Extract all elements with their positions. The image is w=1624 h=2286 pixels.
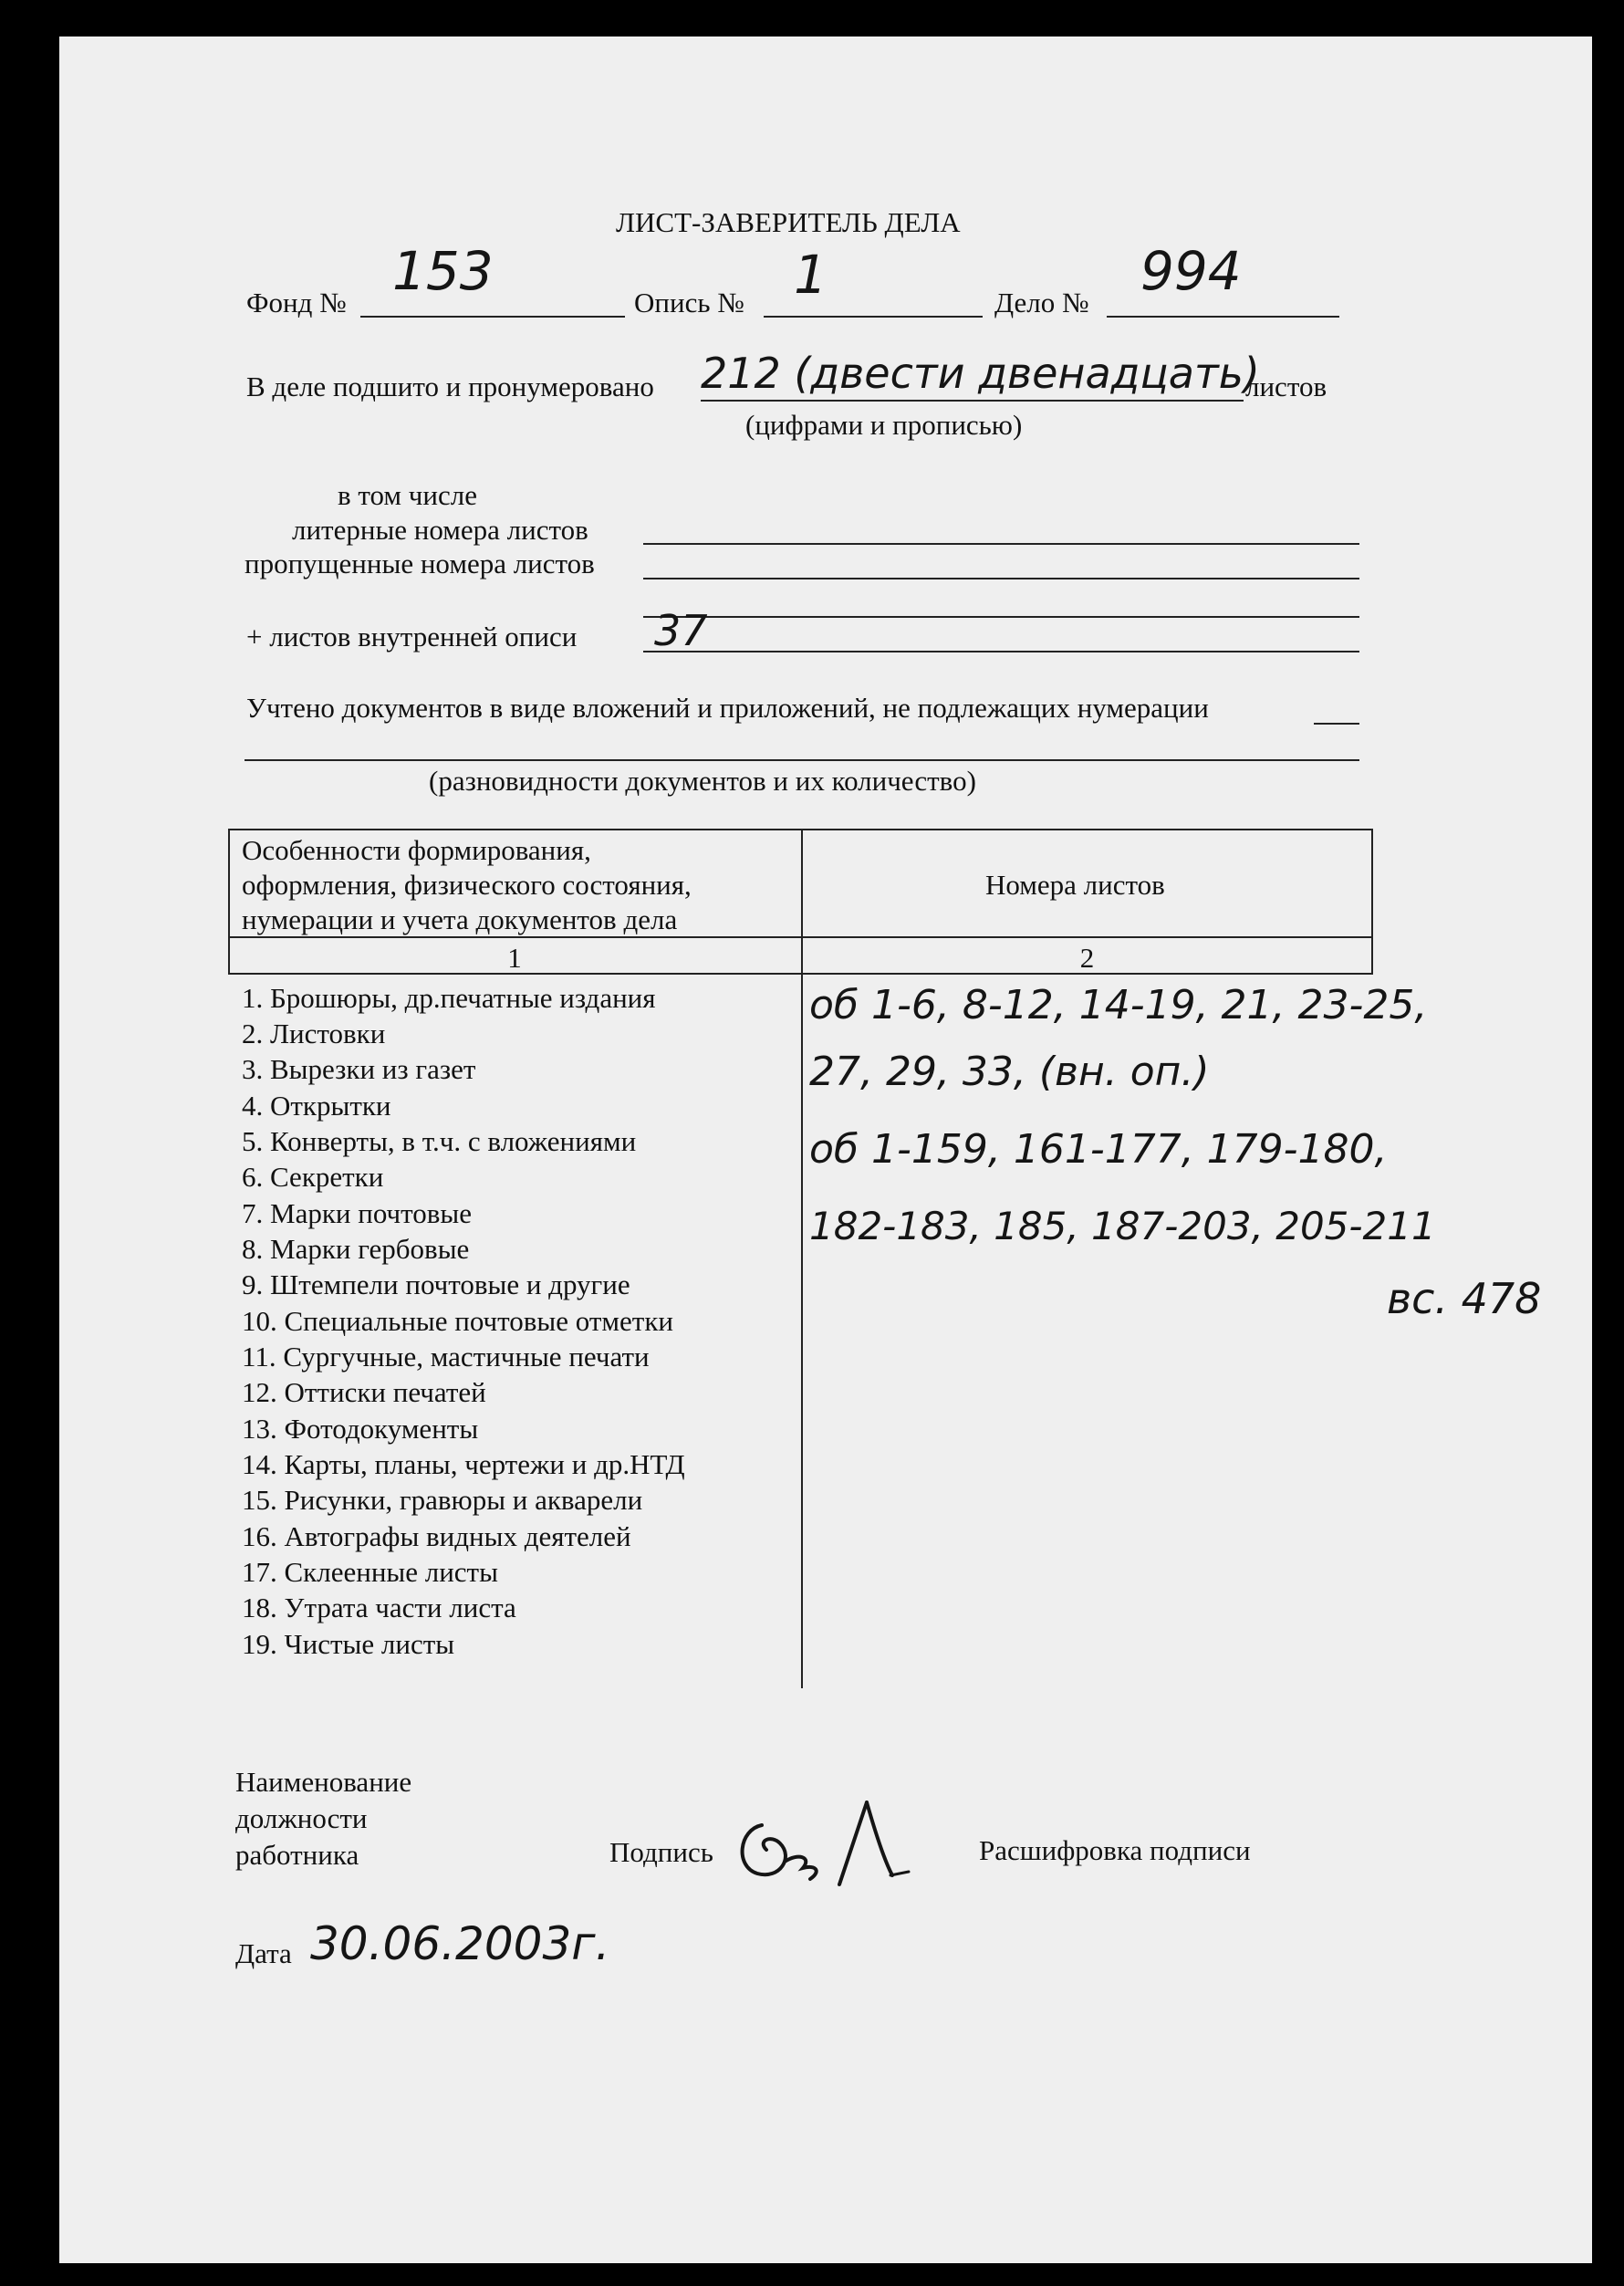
table-header-col1-line2: оформления, физического состояния,	[242, 869, 692, 901]
list-item: 15. Рисунки, гравюры и акварели	[242, 1484, 643, 1516]
sewn-hint: (цифрами и прописью)	[745, 409, 1023, 441]
list-item: 14. Карты, планы, чертежи и др.НТД	[242, 1448, 685, 1480]
list-item: 12. Оттиски печатей	[242, 1376, 486, 1408]
sewn-suffix: листов	[1245, 371, 1327, 402]
table-header-col1-line1: Особенности формирования,	[242, 834, 591, 866]
list-item: 5. Конверты, в т.ч. с вложениями	[242, 1125, 637, 1157]
fond-value: 153	[392, 240, 494, 302]
inner-inventory-label: + листов внутренней описи	[246, 621, 578, 652]
table-num-col1: 1	[507, 942, 522, 974]
including-label: в том числе	[338, 479, 477, 511]
fond-label: Фонд №	[246, 287, 347, 318]
opis-underline	[764, 316, 983, 318]
document-title: ЛИСТ-ЗАВЕРИТЕЛЬ ДЕЛА	[616, 206, 961, 238]
handwritten-entry: 27, 29, 33, (вн. оп.)	[809, 1049, 1210, 1095]
table-num-col2: 2	[1079, 942, 1095, 974]
table-header-col2: Номера листов	[985, 869, 1165, 901]
list-item: 11. Сургучные, мастичные печати	[242, 1341, 650, 1373]
list-item: 10. Специальные почтовые отметки	[242, 1305, 673, 1337]
delo-underline	[1107, 316, 1339, 318]
signature-decode-label: Расшифровка подписи	[979, 1834, 1251, 1866]
delo-label: Дело №	[994, 287, 1089, 318]
opis-value: 1	[794, 244, 828, 306]
handwritten-entry: об 1-6, 8-12, 14-19, 21, 23-25,	[809, 982, 1428, 1028]
list-item: 18. Утрата части листа	[242, 1592, 516, 1623]
accounted-label: Учтено документов в виде вложений и приложений, не подлежащих нумерации	[246, 692, 1209, 724]
table-header-divider	[228, 936, 1373, 938]
letter-numbers-label: литерные номера листов	[292, 514, 588, 546]
list-item: 13. Фотодокументы	[242, 1413, 479, 1445]
list-item: 4. Открытки	[242, 1090, 391, 1122]
delo-value: 994	[1140, 240, 1242, 302]
list-item: 17. Склеенные листы	[242, 1556, 498, 1588]
opis-label: Опись №	[634, 287, 744, 318]
signature-label: Подпись	[609, 1836, 713, 1868]
missing-numbers-label: пропущенные номера листов	[245, 548, 595, 579]
sewn-underline	[701, 400, 1244, 402]
list-item: 3. Вырезки из газет	[242, 1053, 476, 1085]
handwritten-entry: об 1-159, 161-177, 179-180,	[809, 1126, 1388, 1173]
date-value: 30.06.2003г.	[310, 1917, 610, 1970]
accounted-short-underline	[1314, 723, 1359, 725]
list-item: 1. Брошюры, др.печатные издания	[242, 982, 656, 1014]
list-item: 2. Листовки	[242, 1018, 386, 1049]
accounted-hint: (разновидности документов и их количество)	[429, 765, 976, 797]
position-label-line2: должности	[235, 1802, 368, 1834]
accounted-underline	[245, 759, 1359, 761]
missing-numbers-underline	[643, 578, 1359, 579]
extra-underline-1	[643, 616, 1359, 618]
inner-inventory-underline	[643, 651, 1359, 652]
list-item: 19. Чистые листы	[242, 1628, 455, 1660]
list-item: 9. Штемпели почтовые и другие	[242, 1268, 630, 1300]
list-item: 8. Марки гербовые	[242, 1233, 470, 1265]
table-header-col1-line3: нумерации и учета документов дела	[242, 903, 678, 935]
fond-underline	[360, 316, 625, 318]
list-item: 6. Секретки	[242, 1161, 384, 1193]
handwritten-signature	[730, 1784, 967, 1903]
position-label-line1: Наименование	[235, 1766, 412, 1798]
date-label: Дата	[235, 1937, 292, 1969]
inner-inventory-value: 37	[654, 606, 708, 655]
list-item: 7. Марки почтовые	[242, 1197, 472, 1229]
list-item: 16. Автографы видных деятелей	[242, 1520, 631, 1552]
handwritten-entry: вс. 478	[1387, 1274, 1542, 1323]
document-sheet	[59, 37, 1592, 2263]
handwritten-entry: 182-183, 185, 187-203, 205-211	[809, 1204, 1436, 1248]
position-label-line3: работника	[235, 1839, 359, 1871]
sewn-label: В деле подшито и пронумеровано	[246, 371, 654, 402]
sewn-value: 212 (двести двенадцать)	[701, 349, 1260, 398]
letter-numbers-underline	[643, 543, 1359, 545]
